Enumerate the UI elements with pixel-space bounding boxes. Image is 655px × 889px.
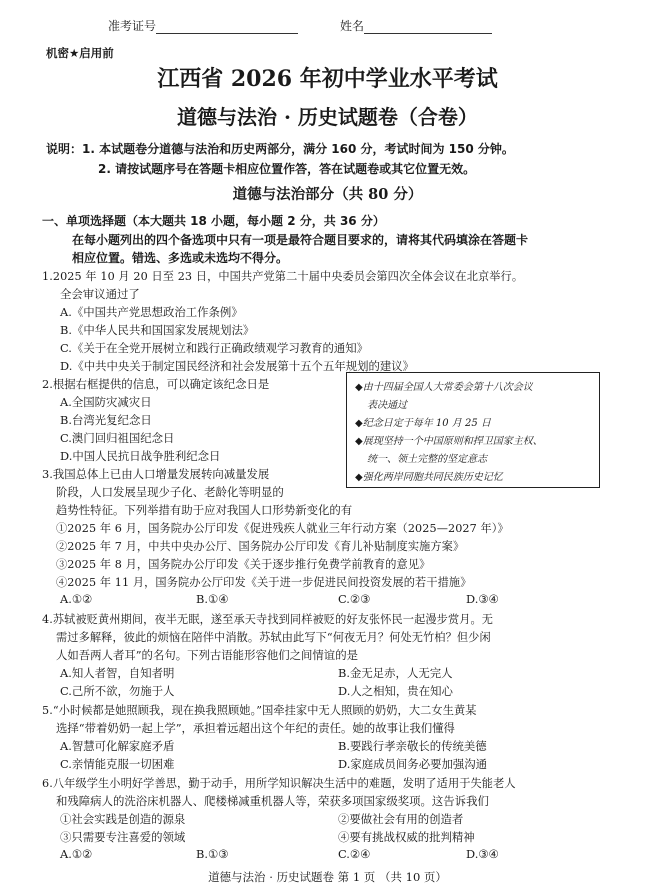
q6-choice-b: B.①③ [196, 847, 229, 861]
q3-item-1: ①2025 年 6 月，国务院办公厅印发《促进残疾人就业三年行动方案（2025—2027 年）》 [56, 522, 509, 535]
exam-id-label: 准考证号 [108, 19, 157, 33]
q2-box-line-3: ◆纪念日定于每年 10 月 25 日 [355, 418, 491, 429]
q1-option-c: C.《关于在全党开展树立和践行正确政绩观学习教育的通知》 [60, 341, 369, 355]
q2-box-line-2: 表决通过 [367, 400, 407, 411]
q3-choice-d: D.③④ [466, 592, 499, 606]
name-label: 姓名 [340, 19, 365, 33]
name-field [340, 17, 492, 34]
q4-option-d: D.人之相知，贵在知心 [338, 684, 453, 698]
q3-item-2: ②2025 年 7 月，中共中央办公厅、国务院办公厅印发《育儿补贴制度实施方案》 [56, 540, 465, 553]
q2-option-c: C.澳门回归祖国纪念日 [60, 431, 175, 445]
part1-instruction-1: 在每小题列出的四个备选项中只有一项是最符合题目要求的，请将其代码填涂在答题卡 [72, 233, 529, 247]
name-blank [364, 33, 492, 34]
q6-stem-2: 和残障病人的洗浴床机器人、爬楼梯减重机器人等，荣获多项国家级奖项。这告诉我们 [56, 794, 489, 808]
q3-choice-a: A.①② [60, 592, 93, 606]
q6-choice-a: A.①② [60, 847, 93, 861]
q3-stem-3: 趋势性特征。下列举措有助于应对我国人口形势新变化的有 [56, 503, 353, 517]
q3-stem-1: 3.我国总体上已由人口增量发展转向减量发展 [42, 467, 270, 481]
q1-stem-2: 全会审议通过了 [60, 287, 140, 301]
q2-info-box [346, 372, 600, 488]
q5-stem-1: 5.“小时候都是她照顾我，现在换我照顾她。”国牵挂家中无人照顾的奶奶，大二女生黄某 [42, 704, 477, 717]
q2-box-line-6: ◆强化两岸同胞共同民族历史记忆 [355, 472, 503, 483]
q2-option-d: D.中国人民抗日战争胜利纪念日 [60, 449, 221, 463]
q5-stem-2: 选择“带着奶奶一起上学”，承担着远超出这个年纪的责任。她的故事让我们懂得 [56, 721, 455, 735]
q6-choice-d: D.③④ [466, 847, 499, 861]
q3-item-4: ④2025 年 11 月，国务院办公厅印发《关于进一步促进民间投资发展的若干措施》 [56, 576, 472, 589]
q4-option-b: B.金无足赤，人无完人 [338, 666, 453, 680]
q6-stem-1: 6.八年级学生小明好学善思，勤于动手，用所学知识解决生活中的难题，发明了适用于失能老人 [42, 777, 516, 790]
q5-option-a: A.智慧可化解家庭矛盾 [60, 739, 175, 753]
q4-option-a: A.知人者智，自知者明 [60, 666, 175, 680]
page-footer: 道德与法治 · 历史试题卷 第 1 页 （共 10 页） [208, 870, 447, 884]
part1-heading: 一、单项选择题（本大题共 18 小题，每小题 2 分，共 36 分） [42, 214, 385, 228]
section-title: 道德与法治部分（共 80 分） [232, 186, 423, 203]
q3-item-3: ③2025 年 8 月，国务院办公厅印发《关于逐步推行免费学前教育的意见》 [56, 558, 431, 571]
exam-title: 江西省 2026 年初中学业水平考试 [157, 66, 498, 92]
q2-box-line-1: ◆由十四届全国人大常委会第十八次会议 [355, 382, 533, 393]
secret-mark: 机密★启用前 [46, 46, 114, 60]
q6-item-2: ②要做社会有用的创造者 [338, 812, 464, 826]
q1-stem-1: 1.2025 年 10 月 20 日至 23 日，中国共产党第二十届中央委员会第四次全体会议在北京举行。 [42, 270, 524, 283]
q4-stem-1: 4.苏轼被贬黄州期间，夜半无眠，遂至承天寺找到同样被贬的好友张怀民一起漫步赏月。无 [42, 613, 494, 626]
q2-option-a: A.全国防灾减灾日 [60, 395, 152, 409]
q2-option-b: B.台湾光复纪念日 [60, 413, 152, 427]
q3-choice-c: C.②③ [338, 592, 371, 606]
q6-item-4: ④要有挑战权威的批判精神 [338, 830, 475, 844]
q6-item-1: ①社会实践是创造的源泉 [60, 812, 186, 826]
q6-choice-c: C.②④ [338, 847, 371, 861]
part1-instruction-2: 相应位置。错选、多选或未选均不得分。 [72, 251, 289, 265]
q5-option-c: C.亲情能克服一切困难 [60, 757, 175, 771]
q3-choice-b: B.①④ [196, 592, 229, 606]
q5-option-d: D.家庭成员间务必要加强沟通 [338, 757, 488, 771]
q6-item-3: ③只需要专注喜爱的领域 [60, 830, 186, 844]
q4-stem-3: 人如吾两人者耳”的名句。下列古语能形容他们之间情谊的是 [56, 648, 358, 662]
q4-stem-2: 需过多解释，彼此的烦恼在陪伴中消散。苏轼由此写下“何夜无月？何处无竹柏？但少闲 [56, 631, 491, 644]
note-line-1: 说明：1. 本试题卷分道德与法治和历史两部分，满分 160 分，考试时间为 150 分钟。 [46, 142, 514, 156]
q2-box-line-4: ◆展现坚持一个中国原则和捍卫国家主权、 [355, 436, 543, 447]
q2-box-line-5: 统一、领土完整的坚定意志 [367, 454, 487, 465]
exam-id-field [108, 17, 298, 34]
q1-option-b: B.《中华人民共和国国家发展规划法》 [60, 323, 255, 337]
q5-option-b: B.要践行孝亲敬长的传统美德 [338, 739, 487, 753]
q2-stem: 2.根据右框提供的信息，可以确定该纪念日是 [42, 377, 270, 391]
q1-option-d: D.《中共中央关于制定国民经济和社会发展第十五个五年规划的建议》 [60, 359, 415, 373]
note-line-2: 2. 请按试题序号在答题卡相应位置作答，答在试题卷或其它位置无效。 [98, 162, 476, 176]
q3-stem-2: 阶段，人口发展呈现少子化、老龄化等明显的 [56, 485, 284, 499]
q4-option-c: C.己所不欲，勿施于人 [60, 684, 175, 698]
exam-subtitle: 道德与法治 · 历史试题卷（合卷） [177, 105, 478, 129]
q1-option-a: A.《中国共产党思想政治工作条例》 [60, 305, 243, 319]
exam-id-blank [156, 33, 298, 34]
